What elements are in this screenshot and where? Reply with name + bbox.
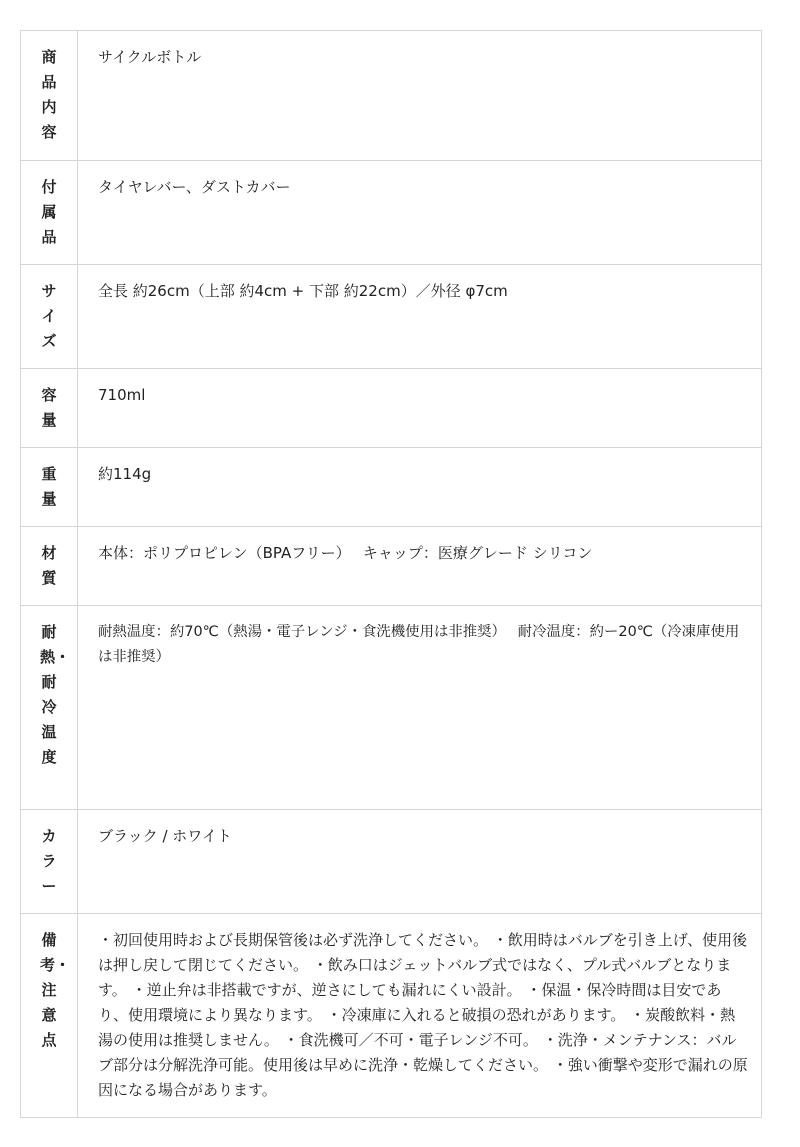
row-label-cell <box>21 606 78 810</box>
row-value: 710ml <box>98 386 146 404</box>
row-label: 容量 <box>41 386 57 429</box>
row-value: ブラック / ホワイト <box>98 827 232 845</box>
row-value: サイクルボトル <box>98 48 202 66</box>
row-label-cell <box>21 810 78 914</box>
row-notes <box>21 914 762 1118</box>
row-size <box>21 265 762 369</box>
spec-table <box>20 30 762 1118</box>
row-value: 耐熱温度：約70℃（熱湯・電子レンジ・食洗機使用は非推奨） 耐冷温度：約ー20℃（冷凍庫使用は非推奨） <box>98 624 740 665</box>
row-color <box>21 810 762 914</box>
row-value: 本体：ポリプロピレン（BPAフリー） キャップ：医療グレード シリコン <box>98 544 593 562</box>
row-temperature <box>21 606 762 810</box>
row-label: 備考・注意点 <box>40 931 71 1049</box>
row-value-cell <box>78 810 762 914</box>
row-label: カラー <box>41 827 57 895</box>
row-label-cell <box>21 161 78 265</box>
row-label: 材質 <box>41 544 57 587</box>
row-label-cell <box>21 31 78 161</box>
row-label-cell <box>21 369 78 448</box>
row-value-cell <box>78 369 762 448</box>
row-value-cell <box>78 606 762 810</box>
row-value: 全長 約26cm（上部 約4cm + 下部 約22cm）／外径 φ7cm <box>98 282 508 300</box>
row-label-cell <box>21 527 78 606</box>
row-value-cell <box>78 448 762 527</box>
row-value-cell <box>78 527 762 606</box>
row-label-cell <box>21 914 78 1118</box>
row-label: 重量 <box>41 465 57 508</box>
row-weight <box>21 448 762 527</box>
row-label: サイズ <box>41 282 57 350</box>
row-label-cell <box>21 448 78 527</box>
row-label-cell <box>21 265 78 369</box>
row-label: 商品内容 <box>41 48 57 141</box>
row-value: タイヤレバー、ダストカバー <box>98 178 291 196</box>
row-contents <box>21 31 762 161</box>
row-value-cell <box>78 31 762 161</box>
row-value-cell <box>78 265 762 369</box>
row-material <box>21 527 762 606</box>
row-label: 耐熱・耐冷温度 <box>40 623 71 766</box>
row-value: 約114g <box>98 465 152 483</box>
row-value: ・初回使用時および長期保管後は必ず洗浄してください。 ・飲用時はバルブを引き上げ、使用後は押し戻して閉じてください。 ・飲み口はジェットバルブ式ではなく、プル式バルブとなります。 ・逆止弁は非搭載ですが、逆さにしても漏れにくい設計。 ・保温・保冷時間は目安であり、使用環境により異なります。 ・冷凍庫に入れると破損の恐れがあります。 ・炭酸飲料・熱湯の使用は推奨しません。 ・食洗機可／不可・電子レンジ不可。 ・洗浄・メンテナンス：バルブ部分は分解洗浄可能。使用後は早めに洗浄・乾燥してください。 ・強い衝撃や変形で漏れの原因になる場合があります。 <box>98 931 748 1099</box>
row-value-cell <box>78 161 762 265</box>
row-capacity <box>21 369 762 448</box>
row-value-cell <box>78 914 762 1118</box>
row-accessories <box>21 161 762 265</box>
row-label: 付属品 <box>41 178 57 246</box>
